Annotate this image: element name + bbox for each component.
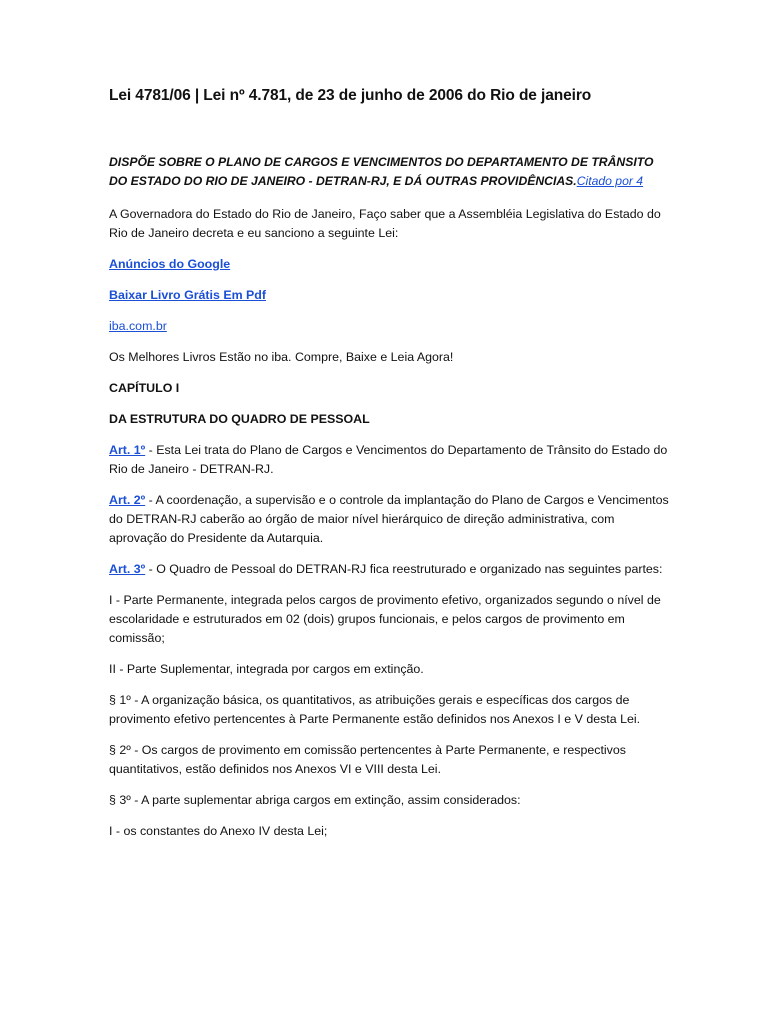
- google-ads-paragraph: [109, 255, 669, 274]
- article-1: [109, 441, 669, 479]
- article-2-text: - A coordenação, a supervisão e o controle da implantação do Plano de Cargos e Vencimentos do DETRAN-RJ caberão ao órgão de maior nível hierárquico de direção administrativa, com aprovação do Presidente da Autarquia.: [109, 493, 669, 545]
- item-annex-iv: I - os constantes do Anexo IV desta Lei;: [109, 824, 328, 838]
- law-summary: [109, 153, 669, 191]
- document-page: [109, 86, 669, 853]
- article-2: [109, 491, 669, 548]
- law-summary-text: DISPÕE SOBRE O PLANO DE CARGOS E VENCIMENTOS DO DEPARTAMENTO DE TRÂNSITO DO ESTADO DO RIO DE JANEIRO - DETRAN-RJ, E DÁ OUTRAS PROVIDÊNCIAS.: [109, 155, 654, 188]
- paragraph-2: § 2º - Os cargos de provimento em comissão pertencentes à Parte Permanente, e respectivos quantitativos, estão definidos nos Anexos VI e VIII desta Lei.: [109, 743, 626, 776]
- ad-domain-paragraph: [109, 317, 669, 336]
- article-3-text: - O Quadro de Pessoal do DETRAN-RJ fica reestruturado e organizado nas seguintes partes:: [145, 562, 663, 576]
- article-3-link[interactable]: Art. 3º: [109, 562, 146, 576]
- page-title: Lei 4781/06 | Lei nº 4.781, de 23 de junho de 2006 do Rio de janeiro: [109, 87, 592, 104]
- article-1-text: - Esta Lei trata do Plano de Cargos e Vencimentos do Departamento de Trânsito do Estado do Rio de Janeiro - DETRAN-RJ.: [109, 443, 668, 476]
- cited-by-link[interactable]: Citado por 4: [576, 174, 644, 188]
- article-1-link[interactable]: Art. 1º: [109, 443, 146, 457]
- article-3: [109, 560, 669, 579]
- ad-title-link[interactable]: Baixar Livro Grátis Em Pdf: [109, 288, 267, 302]
- ad-title-paragraph: [109, 286, 669, 305]
- chapter-title: DA ESTRUTURA DO QUADRO DE PESSOAL: [109, 412, 370, 426]
- intro-paragraph: A Governadora do Estado do Rio de Janeiro, Faço saber que a Assembléia Legislativa do Estado do Rio de Janeiro decreta e eu sanciono a seguinte Lei:: [109, 207, 661, 240]
- ad-text: Os Melhores Livros Estão no iba. Compre, Baixe e Leia Agora!: [109, 350, 454, 364]
- ad-domain-link[interactable]: iba.com.br: [109, 319, 167, 333]
- article-2-link[interactable]: Art. 2º: [109, 493, 146, 507]
- item-supplementary-part: II - Parte Suplementar, integrada por cargos em extinção.: [109, 662, 424, 676]
- paragraph-3: § 3º - A parte suplementar abriga cargos em extinção, assim considerados:: [109, 793, 521, 807]
- item-permanent-part: I - Parte Permanente, integrada pelos cargos de provimento efetivo, organizados segundo o nível de escolaridade e estruturados em 02 (dois) grupos funcionais, e pelos cargos de provimento em comissão;: [109, 593, 661, 645]
- chapter-heading: CAPÍTULO I: [109, 381, 180, 395]
- google-ads-link[interactable]: Anúncios do Google: [109, 257, 231, 271]
- paragraph-1: § 1º - A organização básica, os quantitativos, as atribuições gerais e específicas dos cargos de provimento efetivo pertencentes à Parte Permanente estão definidos nos Anexos I e V desta Lei.: [109, 693, 641, 726]
